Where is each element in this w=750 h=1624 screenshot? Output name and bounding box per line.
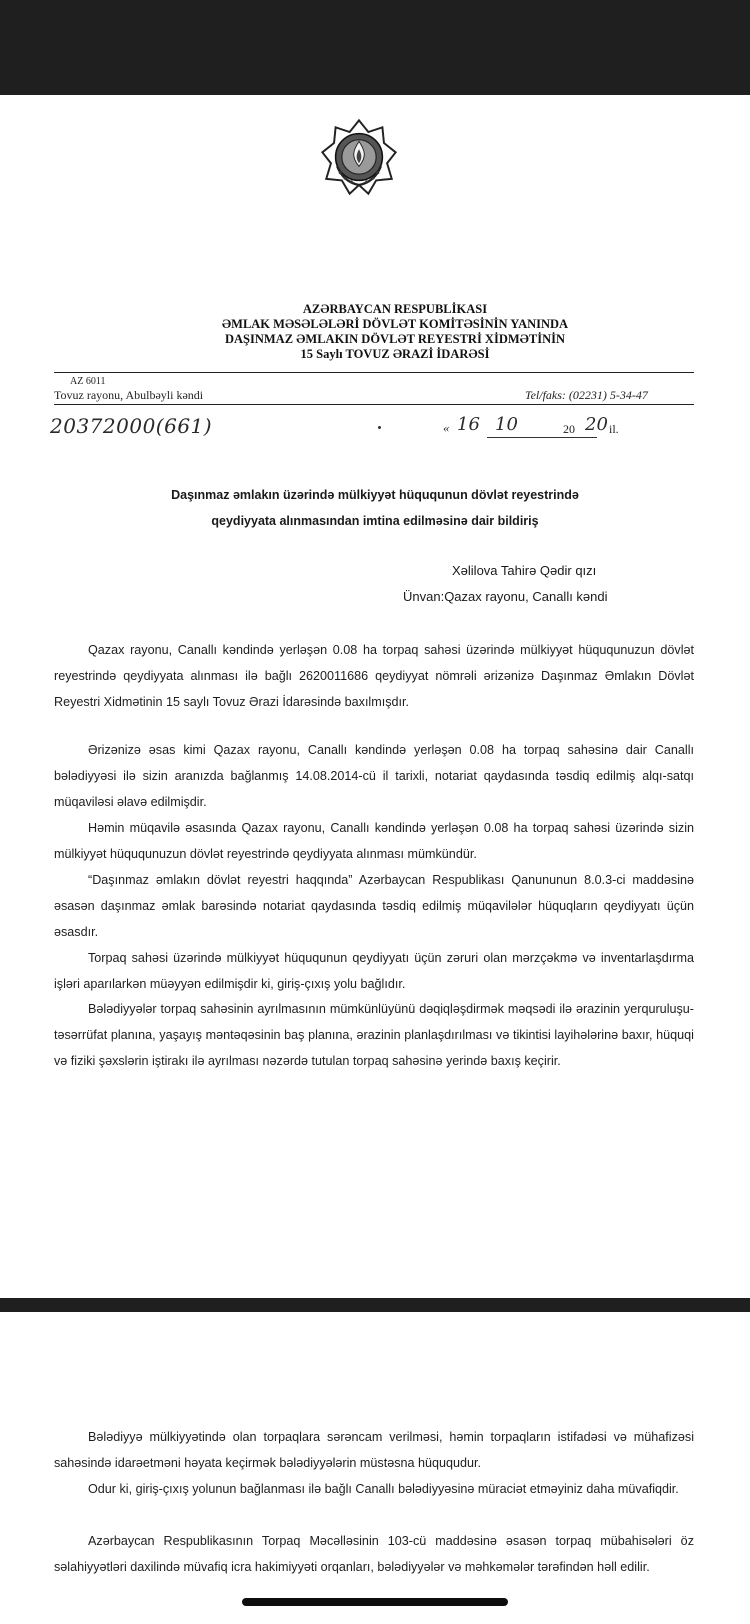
recipient-address: Ünvan:Qazax rayonu, Canallı kəndi: [403, 589, 608, 604]
postcode: AZ 6011: [70, 376, 106, 387]
body-paragraph: Həmin müqavilə əsasında Qazax rayonu, Canallı kəndində yerləşən 0.08 ha torpaq sahəsi üzərində sizin mülkiyyət hüququnuzun dövlət reyestrində qeydiyyata alınması mümkündür.: [54, 821, 694, 861]
date-year-unit: il.: [609, 422, 619, 436]
header-divider: [54, 372, 694, 373]
notice-title-line-1: Daşınmaz əmlakın üzərində mülkiyyət hüququnun dövlət reyestrində: [171, 488, 579, 502]
body-paragraph: “Daşınmaz əmlakın dövlət reyestri haqqında” Azərbaycan Respublikası Qanununun 8.0.3-ci maddəsinə əsasən daşınmaz əmlak barəsində notariat qaydasında təsdiq edilmiş müqavilələr hüquqların qeydiyyatı üçün əsasdır.: [54, 873, 694, 939]
body-paragraph: Azərbaycan Respublikasının Torpaq Məcəlləsinin 103-cü maddəsinə əsasən torpaq mübahisələri öz səlahiyyətləri daxilində müvafiq icra hakimiyyəti orqanları, bələdiyyələr və məhkəmələr tərəfindən həll edilir.: [54, 1534, 694, 1574]
page-separator: [0, 1298, 750, 1312]
registration-number: 20372000(661): [50, 414, 213, 438]
body-paragraph: Odur ki, giriş-çıxış yolunun bağlanması ilə bağlı Canallı bələdiyyəsinə müraciət etməyiniz daha müvafiqdir.: [88, 1482, 679, 1496]
notice-title-line-2: qeydiyyata alınmasından imtina edilməsinə dair bildiriş: [211, 514, 539, 528]
date-year-prefix: 20: [563, 422, 575, 436]
date-underline: [487, 437, 597, 438]
date-open-quote: «: [443, 420, 450, 435]
body-paragraph: Ərizənizə əsas kimi Qazax rayonu, Canallı kəndində yerləşən 0.08 ha torpaq sahəsinə dair Canallı bələdiyyəsi ilə sizin aranızda bağlanmış 14.08.2014-cü il tarixli, notariat qaydasında təsdiq edilmiş alqı-satqı müqaviləsi əlavə edilmişdir.: [54, 743, 694, 809]
state-emblem-icon: [320, 118, 398, 196]
tel-fax: Tel/faks: (02231) 5-34-47: [525, 388, 648, 402]
header-line-service: DAŞINMAZ ƏMLAKIN DÖVLƏT REYESTRİ XİDMƏTİNİN: [224, 332, 565, 346]
contact-divider: [54, 404, 694, 405]
header-line-country: AZƏRBAYCAN RESPUBLİKASI: [302, 302, 488, 316]
body-paragraph: Bələdiyyələr torpaq sahəsinin ayrılmasının mümkünlüyünü dəqiqləşdirmək məqsədi ilə ərazinin yerquruluşu-təsərrüfat planına, yaşayış məntəqəsinin baş planına, ərazinin planlaşdırılması və tikintisi layihələrinə baxır, hüquqi və fiziki şəxslərin iştirakı ilə ayrılması nəzərdə tutulan torpaq sahəsinə yerində baxış keçirir.: [54, 1002, 694, 1068]
separator-dot: [378, 426, 381, 429]
issuing-authority-header: [150, 302, 640, 362]
home-indicator[interactable]: [242, 1598, 508, 1606]
date-day: 16: [457, 414, 480, 435]
office-address: Tovuz rayonu, Abulbəyli kəndi: [54, 388, 204, 402]
header-line-committee: ƏMLAK MƏSƏLƏLƏRİ DÖVLƏT KOMİTƏSİNİN YANINDA: [221, 317, 569, 331]
body-paragraph: Torpaq sahəsi üzərində mülkiyyət hüququnun qeydiyyatı üçün zəruri olan mərzçəkmə və inventarlaşdırma işləri aparılarkən müəyyən edilmişdir ki, giriş-çıxış yolu bağlıdır.: [54, 951, 694, 991]
body-paragraph: Qazax rayonu, Canallı kəndində yerləşən 0.08 ha torpaq sahəsi üzərində mülkiyyət hüququnuzun dövlət reyestrində qeydiyyata alınması ilə bağlı 2620011686 qeydiyyat nömrəli ərizənizə Daşınmaz Əmlakın Dövlət Reyestri Xidmətinin 15 saylı Tovuz Ərazi İdarəsində baxılmışdır.: [54, 643, 694, 709]
recipient-name: Xəlilova Tahirə Qədir qızı: [452, 563, 597, 578]
date-month: 10: [495, 414, 518, 435]
date-year-suffix: 20: [585, 414, 608, 435]
letter-date: [443, 414, 653, 440]
top-dark-frame: [0, 0, 750, 95]
body-paragraph: Bələdiyyə mülkiyyətində olan torpaqlara sərəncam verilməsi, həmin torpaqların istifadəsi və mühafizəsi sahəsində idarəetməni həyata keçirmək bələdiyyələrin müstəsna hüququdur.: [54, 1430, 694, 1470]
header-line-office: 15 Saylı TOVUZ ƏRAZİ İDARƏSİ: [300, 347, 490, 361]
